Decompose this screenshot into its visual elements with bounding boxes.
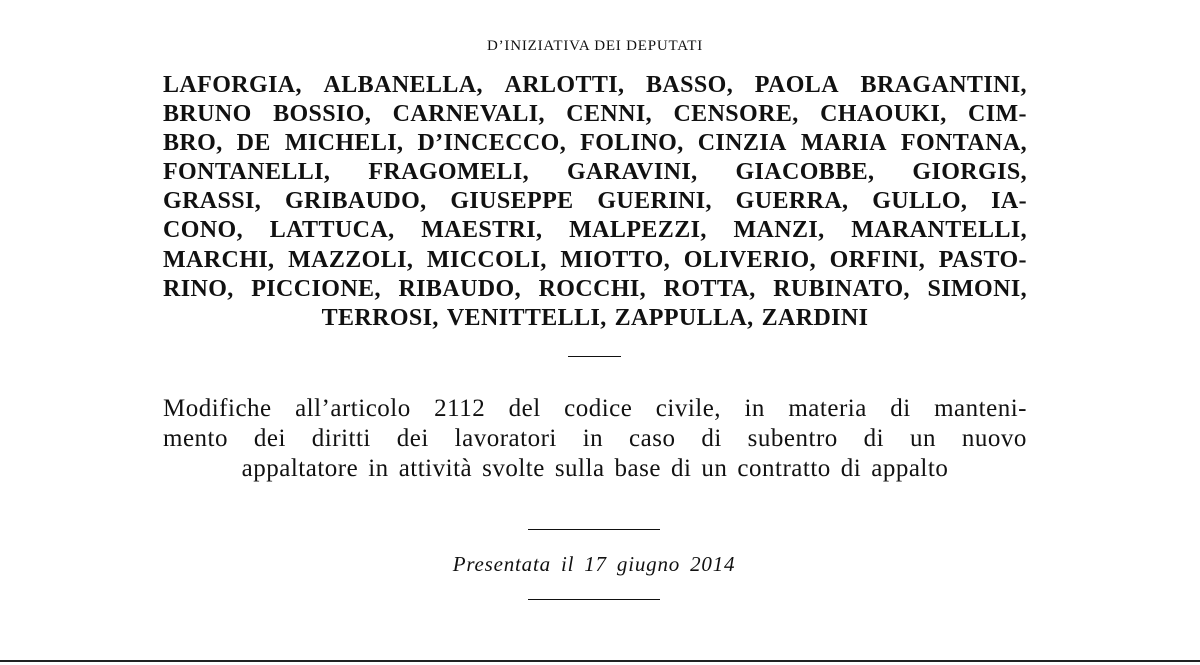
author-word: MARIA bbox=[800, 130, 887, 157]
author-word: PASTO- bbox=[938, 246, 1027, 273]
author-word: FONTANELLI, bbox=[163, 159, 331, 186]
author-word: GUERRA, bbox=[735, 188, 849, 215]
title-word: di bbox=[890, 395, 911, 422]
author-line bbox=[163, 129, 1027, 158]
title-word: mento bbox=[163, 425, 228, 452]
title-word: manteni- bbox=[934, 395, 1027, 422]
author-word: MICHELI, bbox=[284, 130, 404, 157]
bill-title bbox=[163, 394, 1027, 484]
author-word: GUERINI, bbox=[597, 188, 712, 215]
author-word: ROCCHI, bbox=[538, 275, 647, 302]
title-word: un bbox=[909, 425, 936, 452]
title-word: nuovo bbox=[961, 425, 1027, 452]
title-word: dei bbox=[253, 425, 286, 452]
author-word: ARLOTTI, bbox=[504, 72, 625, 98]
title-word: appaltatore bbox=[241, 455, 359, 482]
author-word: ROTTA, bbox=[663, 275, 756, 302]
author-word: CONO, bbox=[163, 217, 243, 244]
author-word: CIM- bbox=[968, 101, 1027, 128]
author-word: DE bbox=[236, 130, 271, 157]
section-divider bbox=[528, 529, 660, 530]
author-word: BRUNO bbox=[163, 101, 252, 128]
title-word: diritti bbox=[311, 425, 371, 452]
author-line bbox=[163, 275, 1027, 304]
initiative-header: D’INIZIATIVA DEI DEPUTATI bbox=[487, 38, 703, 54]
title-word: contratto bbox=[737, 455, 831, 482]
presentation-date: Presentata il 17 giugno 2014 bbox=[452, 552, 736, 576]
author-word: PAOLA bbox=[754, 72, 839, 98]
title-word: di bbox=[670, 455, 692, 482]
author-word: PICCIONE, bbox=[251, 275, 381, 302]
title-line bbox=[163, 394, 1027, 424]
author-word: CARNEVALI, bbox=[392, 101, 545, 128]
page-bottom-border bbox=[0, 660, 1200, 662]
author-word: CENNI, bbox=[566, 101, 653, 128]
title-word: in bbox=[744, 395, 765, 422]
author-word: FOLINO, bbox=[580, 130, 684, 157]
author-line bbox=[163, 216, 1027, 245]
title-word: subentro bbox=[747, 425, 838, 452]
title-line bbox=[163, 424, 1027, 454]
author-word: ORFINI, bbox=[829, 246, 926, 273]
author-word: MAZZOLI, bbox=[288, 246, 414, 273]
title-word: un bbox=[701, 455, 728, 482]
author-word: BRAGANTINI, bbox=[860, 72, 1027, 98]
title-word: del bbox=[508, 395, 541, 422]
author-word: MANZI, bbox=[733, 217, 825, 244]
author-word: GIACOBBE, bbox=[735, 159, 875, 186]
author-word: RINO, bbox=[163, 275, 234, 302]
author-word: BOSSIO, bbox=[273, 101, 372, 128]
author-word: CHAOUKI, bbox=[820, 101, 947, 128]
title-word: di bbox=[701, 425, 722, 452]
author-word: RUBINATO, bbox=[773, 275, 910, 302]
author-word: D’INCECCO, bbox=[417, 130, 567, 157]
author-word: ALBANELLA, bbox=[323, 72, 483, 98]
title-word: all’articolo bbox=[295, 395, 411, 422]
title-word: attività bbox=[398, 455, 473, 482]
title-word: in bbox=[582, 425, 604, 452]
title-word: svolte bbox=[482, 455, 545, 482]
author-word: MIOTTO, bbox=[560, 246, 671, 273]
title-line bbox=[163, 454, 1027, 484]
author-line bbox=[163, 304, 1027, 333]
author-word: GARAVINI, bbox=[566, 159, 698, 186]
author-word: MICCOLI, bbox=[426, 246, 547, 273]
title-word: materia bbox=[788, 395, 867, 422]
author-word: RIBAUDO, bbox=[398, 275, 521, 302]
author-word: FRAGOMELI, bbox=[368, 159, 529, 186]
author-line bbox=[163, 187, 1027, 216]
title-word: codice bbox=[564, 395, 633, 422]
author-word: CINZIA bbox=[697, 130, 787, 157]
author-word: VENITTELLI, bbox=[446, 304, 607, 331]
author-word: GIORGIS, bbox=[912, 159, 1027, 186]
author-line bbox=[163, 158, 1027, 187]
author-word: SIMONI, bbox=[927, 275, 1027, 302]
author-word: MARCHI, bbox=[163, 246, 275, 273]
author-word: MALPEZZI, bbox=[569, 217, 707, 244]
title-word: caso bbox=[629, 425, 676, 452]
title-word: dei bbox=[396, 425, 429, 452]
author-word: OLIVERIO, bbox=[683, 246, 817, 273]
author-line bbox=[163, 71, 1027, 100]
title-word: Modifiche bbox=[163, 395, 272, 422]
author-word: ZARDINI bbox=[761, 304, 869, 331]
title-word: di bbox=[840, 455, 862, 482]
title-word: civile, bbox=[655, 395, 722, 422]
title-word: di bbox=[863, 425, 885, 452]
author-word: GRIBAUDO, bbox=[284, 188, 427, 215]
author-word: GIUSEPPE bbox=[450, 188, 574, 215]
author-word: LAFORGIA, bbox=[163, 72, 302, 98]
author-word: MAESTRI, bbox=[421, 217, 543, 244]
author-word: CENSORE, bbox=[673, 101, 799, 128]
section-divider bbox=[528, 599, 660, 600]
author-word: BASSO, bbox=[646, 72, 734, 98]
author-word: LATTUCA, bbox=[269, 217, 395, 244]
author-line bbox=[163, 246, 1027, 275]
title-word: base bbox=[614, 455, 661, 482]
title-word: appalto bbox=[871, 455, 949, 482]
author-word: MARANTELLI, bbox=[851, 217, 1027, 244]
author-word: BRO, bbox=[163, 130, 223, 157]
author-word: IA- bbox=[991, 188, 1027, 215]
author-word: TERROSI, bbox=[321, 304, 439, 331]
title-word: 2112 bbox=[434, 395, 486, 422]
author-word: FONTANA, bbox=[900, 130, 1027, 157]
author-word: ZAPPULLA, bbox=[614, 304, 754, 331]
title-word: in bbox=[368, 455, 389, 482]
section-divider bbox=[568, 356, 621, 357]
author-word: GRASSI, bbox=[163, 188, 262, 215]
author-word: GULLO, bbox=[872, 188, 968, 215]
title-word: lavoratori bbox=[454, 425, 557, 452]
author-line bbox=[163, 100, 1027, 129]
author-list bbox=[163, 71, 1027, 333]
title-word: sulla bbox=[554, 455, 605, 482]
